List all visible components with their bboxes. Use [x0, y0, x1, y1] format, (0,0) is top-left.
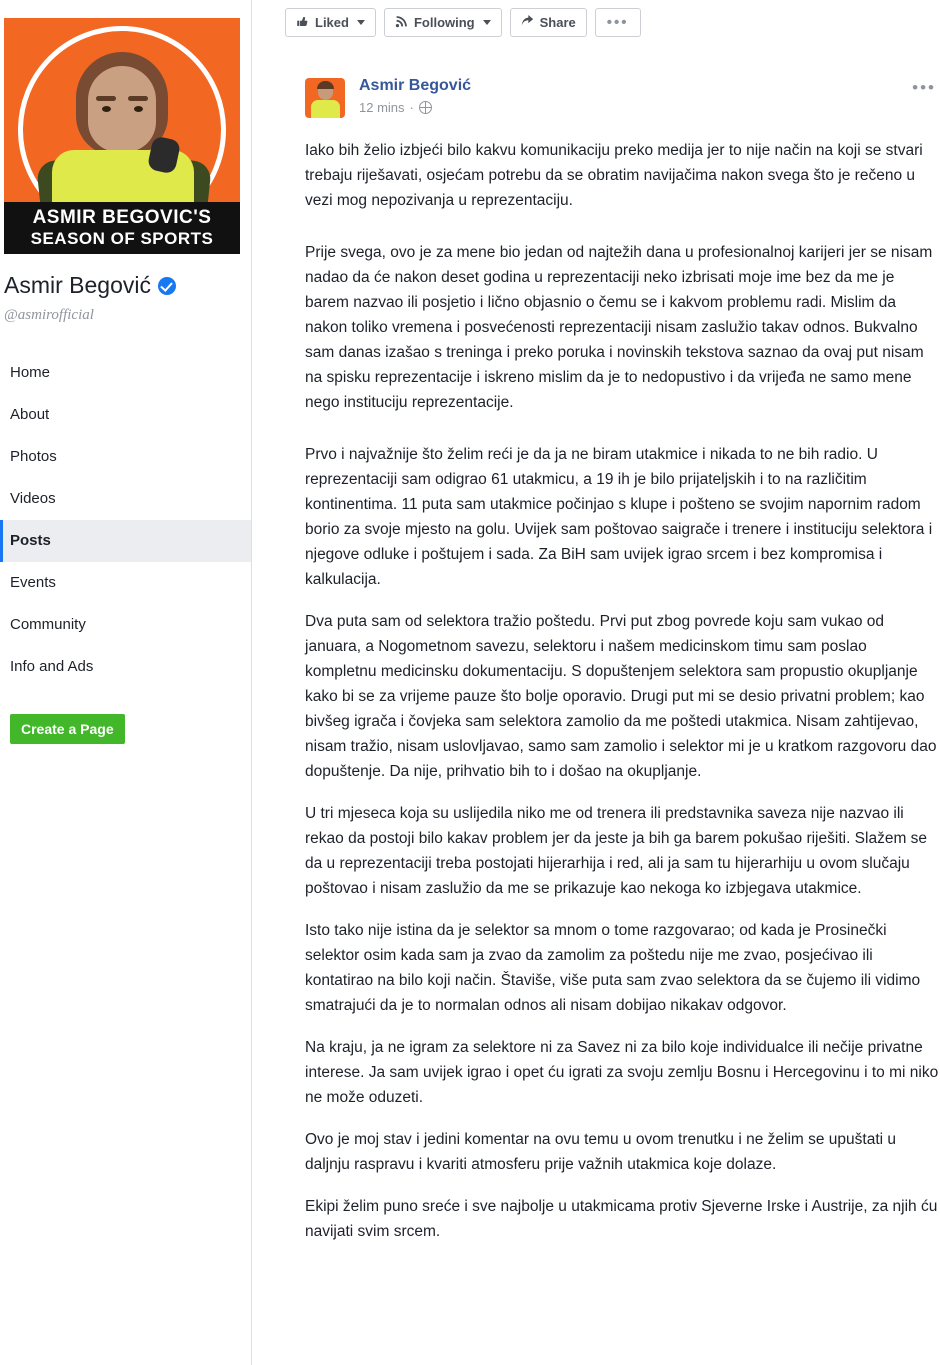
- profile-cover-photo[interactable]: [4, 18, 240, 254]
- post-text: [305, 138, 940, 1261]
- share-button-label: Share: [539, 15, 576, 30]
- share-arrow-icon: [521, 15, 534, 31]
- post-paragraph: Na kraju, ja ne igram za selektore ni za Savez ni za bilo koje individualce ili nečije privatne interese. Ja sam uvijek igrao i opet ću igrati za svoju zemlju Bosnu i Hercegovinu i to mi niko ne može oduzeti.: [305, 1039, 939, 1106]
- avatar[interactable]: [305, 78, 345, 118]
- profile-handle: @asmirofficial: [4, 307, 94, 323]
- column-divider: [251, 0, 252, 1365]
- globe-icon: [419, 101, 432, 114]
- illustration-brow-right: [128, 96, 148, 101]
- create-a-page-button[interactable]: Create a Page: [10, 714, 125, 744]
- post-meta: [359, 100, 432, 115]
- post-paragraph: Ekipi želim puno sreće i sve najbolje u utakmicama protiv Sjeverne Irske i Austrije, za njih ću navijati svim srcem.: [305, 1198, 938, 1240]
- verified-badge-icon: [158, 277, 176, 295]
- following-button[interactable]: [384, 8, 502, 37]
- thumbs-up-icon: [296, 15, 309, 31]
- profile-name-row: [4, 272, 176, 299]
- liked-button[interactable]: [285, 8, 376, 37]
- post-header: [285, 72, 940, 124]
- post-card: [285, 72, 940, 1240]
- liked-button-label: Liked: [315, 15, 349, 30]
- sidebar-item-photos[interactable]: Photos: [10, 448, 57, 465]
- chevron-down-icon: [483, 20, 491, 25]
- sidebar-item-posts[interactable]: Posts: [0, 520, 252, 562]
- page-title: Asmir Begović: [4, 272, 151, 298]
- post-paragraph: Prije svega, ovo je za mene bio jedan od najtežih dana u profesionalnoj karijeri jer se nisam nadao da će nakon deset godina u reprezentaciji neko izbrisati moje ime bez da me je barem nazvao ili posjetio i lično objasnio o čemu se i kakvom problemu radi. Mislim da nakon toliko vremena i posvećenosti reprezentaciji nisam zaslužio takav odnos. Bukvalno sam danas izašao s treninga i preko poruka i novinskih tekstova saznao da ovaj put nisam na spisku reprezentacije i iskreno mislim da je to nedopustivo i da vrijeđa ne samo mene nego instituciju reprezentacije.: [305, 244, 933, 411]
- share-button[interactable]: [510, 8, 587, 37]
- rss-following-icon: [395, 15, 408, 31]
- cover-banner-line1: ASMIR BEGOVIC'S: [32, 207, 212, 228]
- following-button-label: Following: [413, 15, 475, 30]
- post-timestamp[interactable]: 12 mins: [359, 100, 405, 115]
- avatar-hair: [317, 81, 334, 89]
- sidebar-nav: [0, 352, 252, 688]
- illustration-face: [88, 66, 156, 152]
- page-action-bar: [285, 8, 641, 37]
- post-paragraph: Isto tako nije istina da je selektor sa mnom o tome razgovarao; od kada je Prosinečki selektor osim kada sam ja zvao da zamolim za poštedu nije me zvao, posjećivao ili kontatirao na bilo koji način. Štaviše, više puta sam zvao selektora da se čujemo ili vidimo smatrajući da je to normalan odnos ali nisam dobijao nikakav odgovor.: [305, 922, 921, 1014]
- cover-banner: [4, 202, 240, 254]
- avatar-jersey: [311, 100, 340, 118]
- post-paragraph: Iako bih želio izbjeći bilo kakvu komunikaciju preko medija jer to nije način na koji se stvari trebaju riješavati, osjećam potrebu da se obratim navijačima nakon svega što je rečeno u vezi mog nepozivanja u reprezentaciju.: [305, 142, 923, 209]
- illustration-eye-left: [102, 106, 111, 112]
- sidebar-item-videos[interactable]: Videos: [10, 490, 56, 507]
- sidebar-item-about[interactable]: About: [10, 406, 50, 423]
- post-meta-separator: ·: [409, 100, 414, 115]
- illustration-eye-right: [134, 106, 143, 112]
- post-paragraph: Ovo je moj stav i jedini komentar na ovu temu u ovom trenutku i ne želim se upuštati u daljnju raspravu i kvariti atmosferu prije važnih utakmica koje dolaze.: [305, 1131, 897, 1173]
- chevron-down-icon: [357, 20, 365, 25]
- cover-banner-line2: SEASON OF SPORTS: [30, 229, 214, 248]
- post-paragraph: Dva puta sam od selektora tražio poštedu. Prvi put zbog povrede koju sam vukao od januara, a Nogometnom savezu, selektoru i našem medicinskom timu sam poslao kompletnu medicinsku dokumentaciju. S dopuštenjem selektora sam propustio okupljanje kako bi se za vrijeme pauze što bolje oporavio. Drugi put mi se desio privatni problem; kao bivšeg igrača i čovjeka sam selektora zamolio da me poštedi utakmica. Nisam zahtijevao, nisam tražio, nisam uslovljavao, samo sam zamolio i selektor mi je u kratkom razgovoru dao dopuštenje. Da nije, prihvatio bih to i došao na okupljanje.: [305, 613, 937, 780]
- post-menu-button[interactable]: •••: [912, 78, 936, 97]
- sidebar-item-events[interactable]: Events: [10, 574, 56, 591]
- main-content: [270, 0, 940, 1365]
- illustration-brow-left: [96, 96, 116, 101]
- post-author-link[interactable]: Asmir Begović: [359, 77, 472, 94]
- post-paragraph: Prvo i najvažnije što želim reći je da ja ne biram utakmice i nikada to ne bih radio. U reprezentaciji sam odigrao 61 utakmicu, a 19 ih je bilo prijateljskih i to na različitim kontinentima. 11 puta sam utakmice počinjao s klupe i pošteno se svojim napornim radom borio za svoje mjesto na golu. Uvijek sam poštovao saigrače i trenere i instituciju selektora i njegove odluke i poštujem i sada. Za BiH sam uvijek igrao srcem i bez kompromisa i kalkulacija.: [305, 446, 933, 588]
- sidebar-item-home[interactable]: Home: [10, 364, 51, 381]
- post-paragraph: U tri mjeseca koja su uslijedila niko me od trenera ili predstavnika saveza nije nazvao ili rekao da postoji bilo kakav problem jer da jeste ja bih ga barem pokušao riješiti. Slažem se da u reprezentaciji treba postojati hijerarhija i red, ali ja sam tu hijerarhiju u ovom slučaju poštovao i nisam zaslužio da me se prikazuje kao nekoga ko izbjegava utakmice.: [305, 805, 928, 897]
- more-options-button[interactable]: •••: [595, 8, 641, 37]
- sidebar-item-info-and-ads[interactable]: Info and Ads: [10, 658, 94, 675]
- sidebar-item-community[interactable]: Community: [10, 616, 86, 633]
- left-sidebar: [0, 0, 252, 1365]
